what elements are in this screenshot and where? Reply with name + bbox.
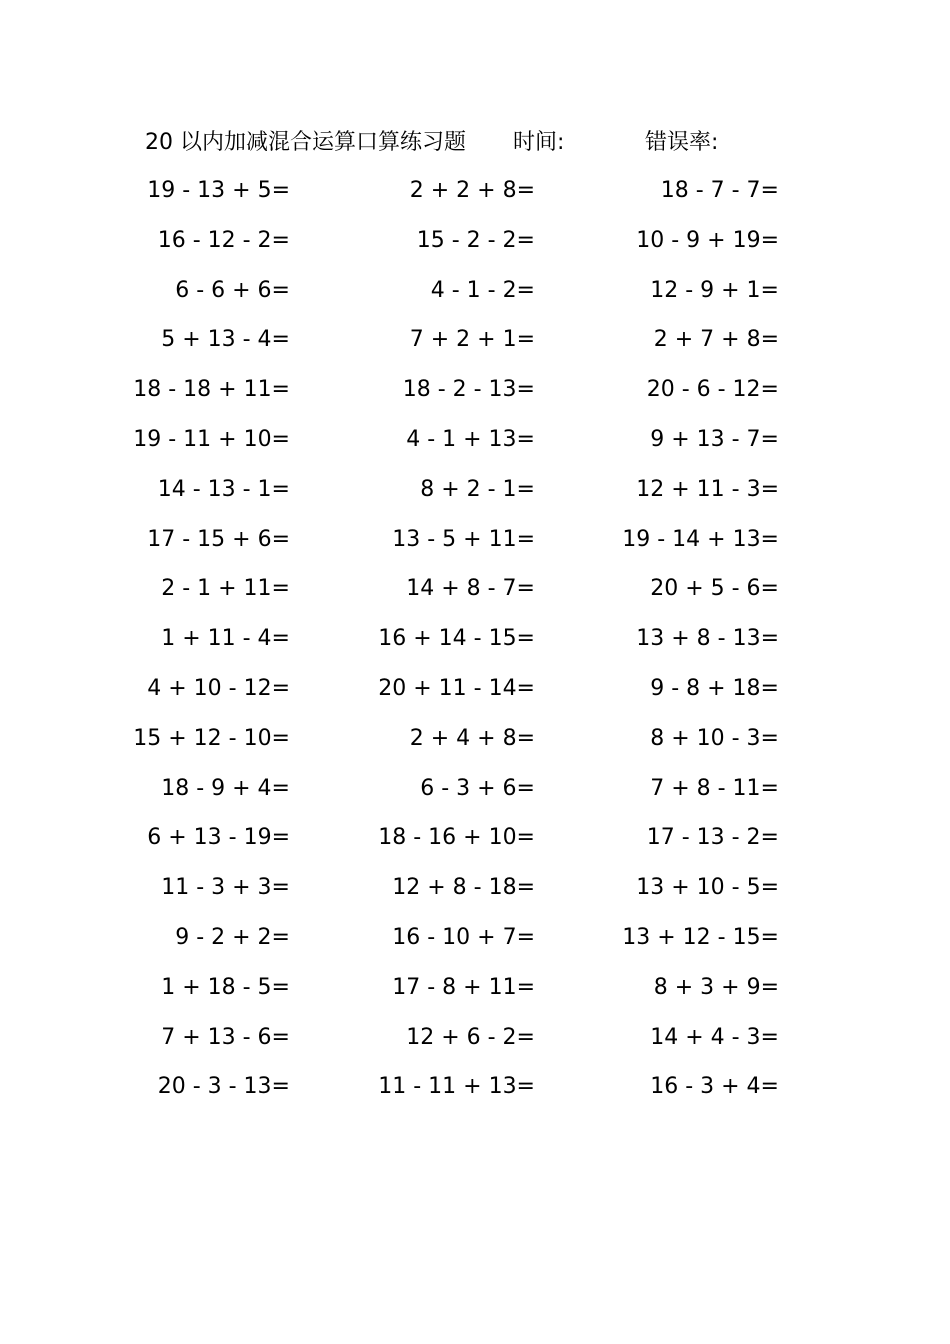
problem-row <box>0 471 950 521</box>
problem-row <box>0 620 950 670</box>
problem-row <box>0 321 950 371</box>
problem-row <box>0 1019 950 1069</box>
problem-row <box>0 371 950 421</box>
problem: 2 + 2 + 8= <box>409 178 535 203</box>
problem: 12 + 8 - 18= <box>392 875 535 901</box>
problem: 13 + 8 - 13= <box>636 626 779 652</box>
problem: 6 + 13 - 19= <box>147 825 290 851</box>
problem: 1 + 18 - 5= <box>161 974 290 1000</box>
problem: 17 - 15 + 6= <box>147 526 290 552</box>
page-title: 20 以内加减混合运算口算练习题 <box>145 130 466 155</box>
problem: 19 - 13 + 5= <box>147 178 290 203</box>
problem-row <box>0 570 950 620</box>
problem: 4 - 1 - 2= <box>430 277 535 303</box>
problem-row <box>0 969 950 1019</box>
problem: 18 - 18 + 11= <box>133 377 290 403</box>
problem: 5 + 13 - 4= <box>161 327 290 353</box>
problem: 11 - 3 + 3= <box>161 875 290 901</box>
problem: 12 - 9 + 1= <box>650 277 779 303</box>
problem: 7 + 13 - 6= <box>161 1024 290 1050</box>
problem: 17 - 8 + 11= <box>392 974 535 1000</box>
problem: 18 - 2 - 13= <box>402 377 535 403</box>
problem: 9 + 13 - 7= <box>650 426 779 452</box>
problem: 20 - 3 - 13= <box>157 1074 290 1100</box>
problem-row <box>0 670 950 720</box>
problem: 2 + 4 + 8= <box>409 725 535 751</box>
time-label: 时间: <box>513 130 565 155</box>
problem-row <box>0 819 950 869</box>
problem: 9 - 8 + 18= <box>650 675 779 701</box>
problem: 9 - 2 + 2= <box>175 924 290 950</box>
problem: 20 - 6 - 12= <box>646 377 779 403</box>
problem: 16 + 14 - 15= <box>378 626 535 652</box>
problem-row <box>0 421 950 471</box>
problem-row <box>0 521 950 571</box>
problem: 8 + 10 - 3= <box>650 725 779 751</box>
problem: 1 + 11 - 4= <box>161 626 290 652</box>
problem: 14 - 13 - 1= <box>157 476 290 502</box>
problem: 15 - 2 - 2= <box>416 227 535 253</box>
problem: 12 + 11 - 3= <box>636 476 779 502</box>
problem-row <box>0 919 950 969</box>
problem-row <box>0 272 950 322</box>
problem: 6 - 3 + 6= <box>420 775 535 801</box>
problem: 20 + 11 - 14= <box>378 675 535 701</box>
problem: 13 + 12 - 15= <box>622 924 779 950</box>
problem: 8 + 2 - 1= <box>420 476 535 502</box>
problem: 16 - 3 + 4= <box>650 1074 779 1100</box>
problem: 19 - 14 + 13= <box>622 526 779 552</box>
problem: 2 - 1 + 11= <box>161 576 290 602</box>
problem: 13 + 10 - 5= <box>636 875 779 901</box>
worksheet-header <box>145 126 845 160</box>
problem-row <box>0 1068 950 1118</box>
problem: 14 + 8 - 7= <box>406 576 535 602</box>
problem: 4 - 1 + 13= <box>406 426 535 452</box>
problem-row <box>0 222 950 272</box>
problem: 8 + 3 + 9= <box>653 974 779 1000</box>
problem: 10 - 9 + 19= <box>636 227 779 253</box>
problem-row <box>0 720 950 770</box>
problem: 18 - 9 + 4= <box>161 775 290 801</box>
problem: 14 + 4 - 3= <box>650 1024 779 1050</box>
problem: 6 - 6 + 6= <box>175 277 290 303</box>
problem: 17 - 13 - 2= <box>646 825 779 851</box>
problem: 11 - 11 + 13= <box>378 1074 535 1100</box>
error-rate-label: 错误率: <box>645 130 719 155</box>
problem: 7 + 2 + 1= <box>409 327 535 353</box>
problem: 2 + 7 + 8= <box>653 327 779 353</box>
problem: 12 + 6 - 2= <box>406 1024 535 1050</box>
problem: 19 - 11 + 10= <box>133 426 290 452</box>
problem-row <box>0 172 950 222</box>
problem-row <box>0 869 950 919</box>
problem: 15 + 12 - 10= <box>133 725 290 751</box>
problem: 7 + 8 - 11= <box>650 775 779 801</box>
problem: 18 - 7 - 7= <box>660 178 779 203</box>
problem-grid <box>0 172 950 1118</box>
problem: 13 - 5 + 11= <box>392 526 535 552</box>
problem: 16 - 10 + 7= <box>392 924 535 950</box>
problem: 16 - 12 - 2= <box>157 227 290 253</box>
problem: 20 + 5 - 6= <box>650 576 779 602</box>
problem: 18 - 16 + 10= <box>378 825 535 851</box>
problem: 4 + 10 - 12= <box>147 675 290 701</box>
problem-row <box>0 770 950 820</box>
